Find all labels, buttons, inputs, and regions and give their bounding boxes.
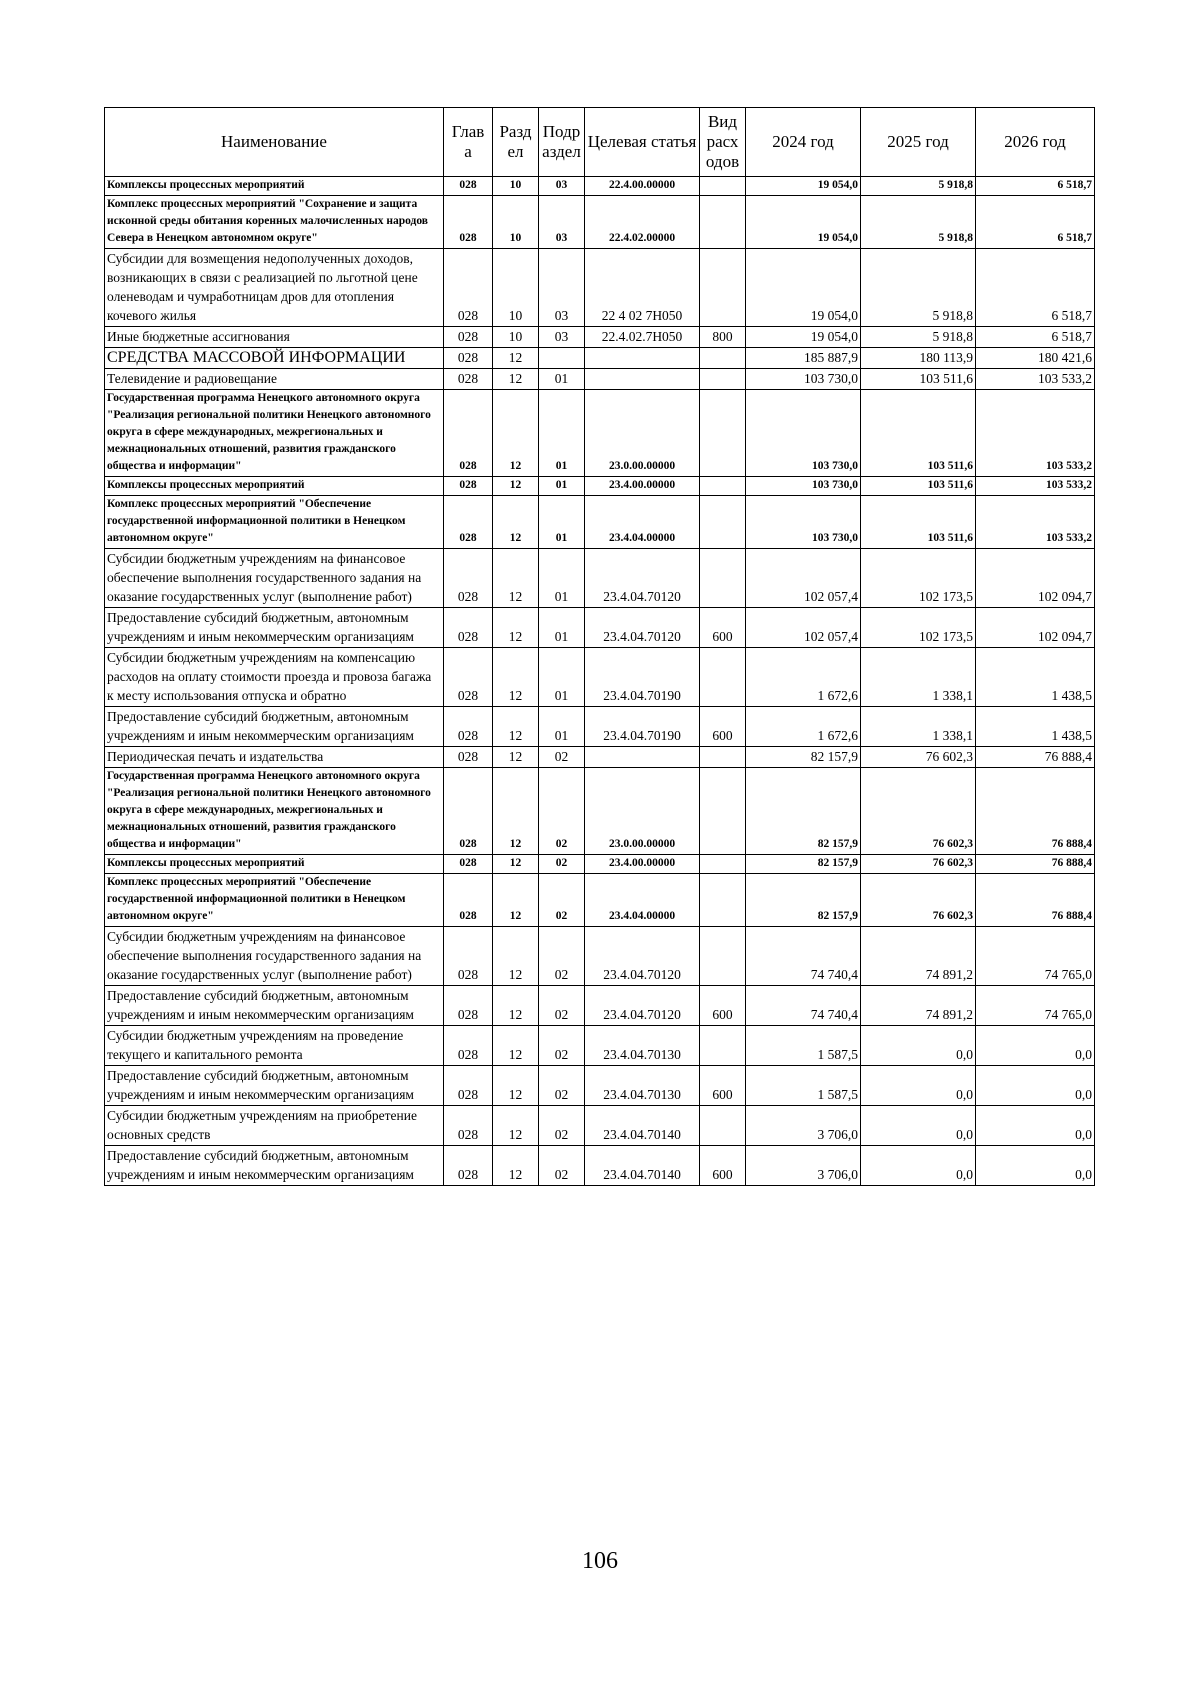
cell-2024: 19 054,0 [746, 249, 861, 327]
cell-razdel: 12 [493, 855, 539, 874]
cell-name: Периодическая печать и издательства [105, 747, 444, 768]
cell-2024: 103 730,0 [746, 477, 861, 496]
cell-name: Комплекс процессных мероприятий "Обеспечение государственной информационной политики в Ненецком автономном округе" [105, 874, 444, 927]
cell-2026: 103 533,2 [976, 369, 1095, 390]
cell-2024: 1 587,5 [746, 1066, 861, 1106]
cell-target: 23.4.04.70120 [585, 927, 700, 986]
table-row [105, 496, 1095, 549]
cell-razdel: 10 [493, 196, 539, 249]
cell-razdel: 12 [493, 348, 539, 369]
cell-name: Комплекс процессных мероприятий "Обеспечение государственной информационной политики в Ненецком автономном округе" [105, 496, 444, 549]
cell-podrazdel: 02 [539, 927, 585, 986]
cell-2024: 82 157,9 [746, 874, 861, 927]
cell-podrazdel: 03 [539, 327, 585, 348]
cell-glav: 028 [444, 747, 493, 768]
cell-name: Государственная программа Ненецкого автономного округа "Реализация региональной политики Ненецкого автономного округа в сфере международных, межрегиональных и межнациональных отношений, развития гражданского общества и информации" [105, 390, 444, 477]
table-row [105, 927, 1095, 986]
col-header-vid: Вид расх одов [700, 108, 746, 177]
cell-razdel: 12 [493, 1106, 539, 1146]
cell-razdel: 12 [493, 496, 539, 549]
cell-razdel: 12 [493, 608, 539, 648]
table-row [105, 648, 1095, 707]
cell-2026: 76 888,4 [976, 747, 1095, 768]
cell-2024: 102 057,4 [746, 608, 861, 648]
cell-2025: 0,0 [861, 1066, 976, 1106]
cell-2025: 74 891,2 [861, 927, 976, 986]
table-row [105, 369, 1095, 390]
cell-2026: 103 533,2 [976, 496, 1095, 549]
table-row [105, 327, 1095, 348]
cell-target [585, 369, 700, 390]
cell-target: 23.0.00.00000 [585, 768, 700, 855]
table-row [105, 747, 1095, 768]
cell-target [585, 747, 700, 768]
table-row [105, 1066, 1095, 1106]
table-row [105, 1106, 1095, 1146]
cell-vid [700, 927, 746, 986]
cell-2024: 103 730,0 [746, 369, 861, 390]
cell-razdel: 12 [493, 369, 539, 390]
cell-target: 23.4.04.70120 [585, 986, 700, 1026]
cell-2024: 103 730,0 [746, 390, 861, 477]
col-header-glav: Глав а [444, 108, 493, 177]
cell-glav: 028 [444, 1146, 493, 1186]
table-row [105, 1146, 1095, 1186]
cell-2025: 5 918,8 [861, 327, 976, 348]
cell-razdel: 12 [493, 707, 539, 747]
cell-glav: 028 [444, 249, 493, 327]
cell-target: 23.4.04.00000 [585, 496, 700, 549]
cell-name: Комплексы процессных мероприятий [105, 855, 444, 874]
cell-2024: 1 672,6 [746, 707, 861, 747]
table-body [105, 177, 1095, 1186]
cell-2026: 6 518,7 [976, 177, 1095, 196]
cell-glav: 028 [444, 1026, 493, 1066]
cell-2026: 74 765,0 [976, 986, 1095, 1026]
cell-target: 23.4.04.70140 [585, 1146, 700, 1186]
cell-name: Государственная программа Ненецкого автономного округа "Реализация региональной политики Ненецкого автономного округа в сфере международных, межрегиональных и межнациональных отношений, развития гражданского общества и информации" [105, 768, 444, 855]
cell-razdel: 12 [493, 986, 539, 1026]
table-row [105, 874, 1095, 927]
cell-2026: 1 438,5 [976, 707, 1095, 747]
cell-2025: 103 511,6 [861, 496, 976, 549]
cell-vid [700, 348, 746, 369]
table-row [105, 249, 1095, 327]
cell-glav: 028 [444, 348, 493, 369]
cell-2025: 0,0 [861, 1146, 976, 1186]
cell-target: 23.4.04.00000 [585, 874, 700, 927]
cell-podrazdel: 02 [539, 986, 585, 1026]
cell-2024: 82 157,9 [746, 747, 861, 768]
cell-name: Предоставление субсидий бюджетным, автономным учреждениям и иным некоммерческим организациям [105, 1066, 444, 1106]
table-row [105, 1026, 1095, 1066]
cell-podrazdel [539, 348, 585, 369]
cell-podrazdel: 02 [539, 874, 585, 927]
cell-vid [700, 1026, 746, 1066]
cell-2026: 103 533,2 [976, 477, 1095, 496]
cell-glav: 028 [444, 707, 493, 747]
cell-target: 23.4.04.70130 [585, 1026, 700, 1066]
cell-razdel: 10 [493, 327, 539, 348]
cell-2024: 3 706,0 [746, 1146, 861, 1186]
col-header-target: Целевая статья [585, 108, 700, 177]
cell-2024: 1 587,5 [746, 1026, 861, 1066]
cell-2026: 180 421,6 [976, 348, 1095, 369]
cell-name: Предоставление субсидий бюджетным, автономным учреждениям и иным некоммерческим организациям [105, 1146, 444, 1186]
cell-name: СРЕДСТВА МАССОВОЙ ИНФОРМАЦИИ [105, 348, 444, 369]
table-row [105, 348, 1095, 369]
cell-name: Субсидии бюджетным учреждениям на проведение текущего и капитального ремонта [105, 1026, 444, 1066]
col-header-name: Наименование [105, 108, 444, 177]
cell-vid: 600 [700, 707, 746, 747]
cell-2026: 102 094,7 [976, 608, 1095, 648]
cell-vid: 800 [700, 327, 746, 348]
table-row [105, 549, 1095, 608]
cell-name: Комплекс процессных мероприятий "Сохранение и защита исконной среды обитания коренных малочисленных народов Севера в Ненецком автономном округе" [105, 196, 444, 249]
cell-2026: 102 094,7 [976, 549, 1095, 608]
cell-glav: 028 [444, 648, 493, 707]
cell-2025: 1 338,1 [861, 707, 976, 747]
cell-2025: 5 918,8 [861, 249, 976, 327]
cell-vid [700, 196, 746, 249]
cell-razdel: 12 [493, 1146, 539, 1186]
cell-podrazdel: 01 [539, 608, 585, 648]
cell-target: 23.0.00.00000 [585, 390, 700, 477]
cell-podrazdel: 01 [539, 707, 585, 747]
col-header-2026: 2026 год [976, 108, 1095, 177]
cell-2025: 102 173,5 [861, 549, 976, 608]
cell-2026: 74 765,0 [976, 927, 1095, 986]
cell-vid: 600 [700, 1066, 746, 1106]
cell-target: 23.4.04.70120 [585, 608, 700, 648]
cell-2025: 0,0 [861, 1026, 976, 1066]
cell-2025: 76 602,3 [861, 747, 976, 768]
cell-2025: 1 338,1 [861, 648, 976, 707]
col-header-2025: 2025 год [861, 108, 976, 177]
cell-glav: 028 [444, 1066, 493, 1106]
cell-podrazdel: 02 [539, 1146, 585, 1186]
cell-vid [700, 496, 746, 549]
cell-razdel: 12 [493, 1066, 539, 1106]
cell-2024: 74 740,4 [746, 927, 861, 986]
cell-podrazdel: 01 [539, 549, 585, 608]
cell-glav: 028 [444, 327, 493, 348]
cell-vid: 600 [700, 986, 746, 1026]
cell-2025: 0,0 [861, 1106, 976, 1146]
cell-2025: 103 511,6 [861, 390, 976, 477]
cell-glav: 028 [444, 855, 493, 874]
cell-target: 22.4.00.00000 [585, 177, 700, 196]
cell-name: Предоставление субсидий бюджетным, автономным учреждениям и иным некоммерческим организациям [105, 986, 444, 1026]
cell-glav: 028 [444, 1106, 493, 1146]
cell-target: 23.4.04.70190 [585, 707, 700, 747]
cell-target [585, 348, 700, 369]
cell-vid [700, 648, 746, 707]
cell-podrazdel: 02 [539, 855, 585, 874]
cell-target: 23.4.04.70130 [585, 1066, 700, 1106]
cell-glav: 028 [444, 177, 493, 196]
cell-razdel: 12 [493, 648, 539, 707]
col-header-razdel: Разд ел [493, 108, 539, 177]
cell-target: 23.4.00.00000 [585, 477, 700, 496]
cell-glav: 028 [444, 768, 493, 855]
cell-podrazdel: 02 [539, 768, 585, 855]
cell-glav: 028 [444, 608, 493, 648]
table-row [105, 855, 1095, 874]
table-row [105, 390, 1095, 477]
cell-target: 22.4.02.7Н050 [585, 327, 700, 348]
cell-podrazdel: 02 [539, 1106, 585, 1146]
cell-target: 22 4 02 7Н050 [585, 249, 700, 327]
cell-vid [700, 768, 746, 855]
cell-glav: 028 [444, 874, 493, 927]
cell-2025: 5 918,8 [861, 196, 976, 249]
cell-vid [700, 549, 746, 608]
cell-target: 23.4.00.00000 [585, 855, 700, 874]
cell-name: Субсидии для возмещения недополученных доходов, возникающих в связи с реализацией по льготной цене оленеводам и чумработницам дров для отопления кочевого жилья [105, 249, 444, 327]
cell-target: 23.4.04.70120 [585, 549, 700, 608]
cell-razdel: 12 [493, 477, 539, 496]
cell-vid [700, 369, 746, 390]
cell-vid: 600 [700, 1146, 746, 1186]
cell-razdel: 12 [493, 390, 539, 477]
cell-2025: 76 602,3 [861, 768, 976, 855]
cell-podrazdel: 03 [539, 249, 585, 327]
cell-vid [700, 477, 746, 496]
cell-name: Субсидии бюджетным учреждениям на приобретение основных средств [105, 1106, 444, 1146]
cell-2026: 0,0 [976, 1026, 1095, 1066]
cell-podrazdel: 01 [539, 369, 585, 390]
cell-2024: 19 054,0 [746, 327, 861, 348]
cell-2024: 102 057,4 [746, 549, 861, 608]
cell-razdel: 10 [493, 177, 539, 196]
table-row [105, 608, 1095, 648]
cell-vid [700, 390, 746, 477]
cell-razdel: 10 [493, 249, 539, 327]
col-header-2024: 2024 год [746, 108, 861, 177]
cell-vid: 600 [700, 608, 746, 648]
cell-podrazdel: 02 [539, 1026, 585, 1066]
cell-2026: 0,0 [976, 1106, 1095, 1146]
cell-name: Комплексы процессных мероприятий [105, 177, 444, 196]
cell-2026: 0,0 [976, 1146, 1095, 1186]
cell-2026: 6 518,7 [976, 249, 1095, 327]
cell-name: Субсидии бюджетным учреждениям на финансовое обеспечение выполнения государственного задания на оказание государственных услуг (выполнение работ) [105, 927, 444, 986]
table-row [105, 768, 1095, 855]
cell-razdel: 12 [493, 927, 539, 986]
cell-podrazdel: 03 [539, 196, 585, 249]
cell-2025: 76 602,3 [861, 874, 976, 927]
cell-glav: 028 [444, 477, 493, 496]
cell-podrazdel: 01 [539, 477, 585, 496]
cell-vid [700, 249, 746, 327]
cell-vid [700, 1106, 746, 1146]
cell-2024: 82 157,9 [746, 768, 861, 855]
cell-2025: 103 511,6 [861, 477, 976, 496]
cell-2025: 74 891,2 [861, 986, 976, 1026]
page-number: 106 [582, 1548, 618, 1574]
cell-razdel: 12 [493, 768, 539, 855]
cell-2024: 3 706,0 [746, 1106, 861, 1146]
table-row [105, 986, 1095, 1026]
cell-razdel: 12 [493, 747, 539, 768]
cell-razdel: 12 [493, 549, 539, 608]
cell-name: Телевидение и радиовещание [105, 369, 444, 390]
cell-2025: 103 511,6 [861, 369, 976, 390]
cell-glav: 028 [444, 369, 493, 390]
cell-2024: 74 740,4 [746, 986, 861, 1026]
cell-razdel: 12 [493, 874, 539, 927]
cell-2026: 0,0 [976, 1066, 1095, 1106]
cell-2026: 103 533,2 [976, 390, 1095, 477]
cell-2024: 103 730,0 [746, 496, 861, 549]
cell-target: 23.4.04.70140 [585, 1106, 700, 1146]
table-row [105, 196, 1095, 249]
cell-vid [700, 177, 746, 196]
table-header-row [105, 108, 1095, 177]
cell-podrazdel: 03 [539, 177, 585, 196]
cell-glav: 028 [444, 496, 493, 549]
cell-2025: 180 113,9 [861, 348, 976, 369]
cell-name: Субсидии бюджетным учреждениям на компенсацию расходов на оплату стоимости проезда и провоза багажа к месту использования отпуска и обратно [105, 648, 444, 707]
cell-name: Предоставление субсидий бюджетным, автономным учреждениям и иным некоммерческим организациям [105, 608, 444, 648]
cell-2024: 19 054,0 [746, 196, 861, 249]
cell-podrazdel: 01 [539, 496, 585, 549]
cell-podrazdel: 01 [539, 390, 585, 477]
budget-table [104, 107, 1095, 1186]
cell-razdel: 12 [493, 1026, 539, 1066]
cell-glav: 028 [444, 390, 493, 477]
cell-2025: 102 173,5 [861, 608, 976, 648]
cell-2026: 76 888,4 [976, 855, 1095, 874]
cell-name: Комплексы процессных мероприятий [105, 477, 444, 496]
cell-2026: 1 438,5 [976, 648, 1095, 707]
table-row [105, 707, 1095, 747]
cell-2026: 76 888,4 [976, 874, 1095, 927]
cell-2024: 1 672,6 [746, 648, 861, 707]
cell-2026: 6 518,7 [976, 327, 1095, 348]
cell-target: 23.4.04.70190 [585, 648, 700, 707]
cell-podrazdel: 01 [539, 648, 585, 707]
table-row [105, 477, 1095, 496]
cell-2025: 76 602,3 [861, 855, 976, 874]
cell-2024: 19 054,0 [746, 177, 861, 196]
cell-target: 22.4.02.00000 [585, 196, 700, 249]
cell-vid [700, 747, 746, 768]
cell-podrazdel: 02 [539, 747, 585, 768]
cell-2024: 185 887,9 [746, 348, 861, 369]
cell-glav: 028 [444, 927, 493, 986]
cell-name: Субсидии бюджетным учреждениям на финансовое обеспечение выполнения государственного задания на оказание государственных услуг (выполнение работ) [105, 549, 444, 608]
table-row [105, 177, 1095, 196]
cell-2026: 76 888,4 [976, 768, 1095, 855]
cell-name: Предоставление субсидий бюджетным, автономным учреждениям и иным некоммерческим организациям [105, 707, 444, 747]
cell-vid [700, 855, 746, 874]
cell-glav: 028 [444, 196, 493, 249]
cell-vid [700, 874, 746, 927]
cell-glav: 028 [444, 986, 493, 1026]
cell-2024: 82 157,9 [746, 855, 861, 874]
cell-name: Иные бюджетные ассигнования [105, 327, 444, 348]
cell-podrazdel: 02 [539, 1066, 585, 1106]
cell-2025: 5 918,8 [861, 177, 976, 196]
col-header-podrazdel: Подр аздел [539, 108, 585, 177]
cell-glav: 028 [444, 549, 493, 608]
cell-2026: 6 518,7 [976, 196, 1095, 249]
